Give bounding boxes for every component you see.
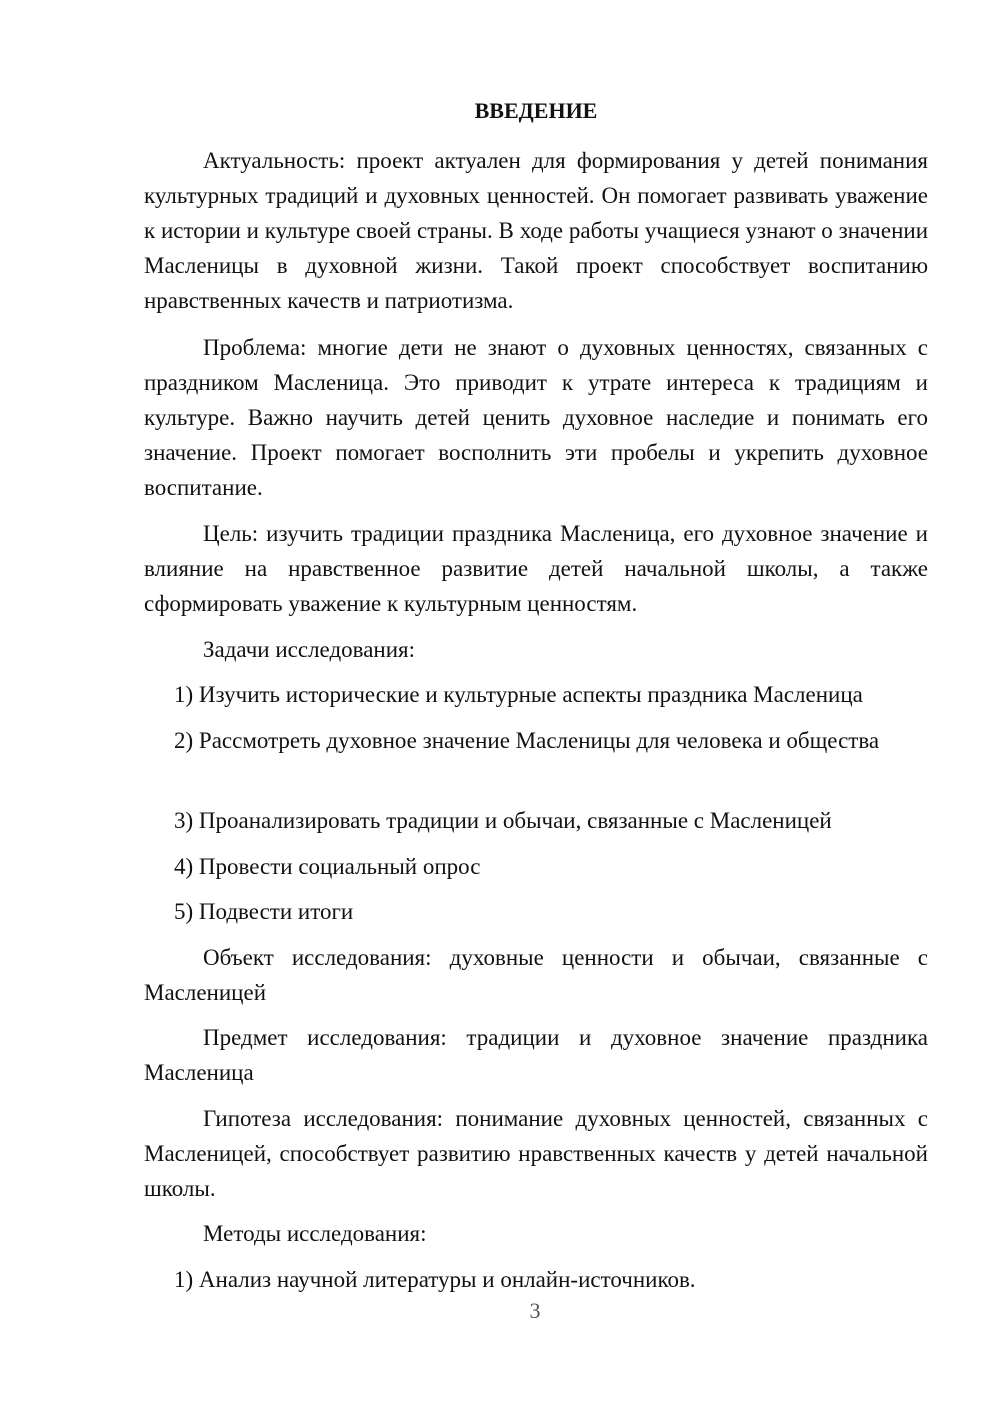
task-item-4: 4) Провести социальный опрос (174, 854, 481, 879)
task-item-1: 1) Изучить исторические и культурные аспекты праздника Масленица (174, 682, 863, 707)
object-paragraph-block (144, 940, 928, 1010)
task-item-5-block (144, 894, 928, 929)
problem-paragraph-block (144, 330, 928, 505)
page-number: 3 (529, 1298, 541, 1323)
subject-paragraph: Предмет исследования: традиции и духовное значение праздника Масленица (144, 1025, 928, 1085)
object-paragraph: Объект исследования: духовные ценности и обычаи, связанные с Масленицей (144, 945, 928, 1005)
hypothesis-paragraph: Гипотеза исследования: понимание духовных ценностей, связанных с Масленицей, способствует развитию нравственных качеств у детей начальной школы. (144, 1106, 928, 1201)
task-item-3: 3) Проанализировать традиции и обычаи, связанные с Масленицей (174, 808, 832, 833)
hypothesis-paragraph-block (144, 1101, 928, 1206)
section-title: ВВЕДЕНИЕ (474, 98, 598, 123)
task-item-3-block (144, 803, 928, 838)
relevance-paragraph: Актуальность: проект актуален для формирования у детей понимания культурных традиций и духовных ценностей. Он помогает развивать уважение к истории и культуре своей страны. В ходе работы учащиеся узнают о значении Масленицы в духовной жизни. Такой проект способствует воспитанию нравственных качеств и патриотизма. (144, 148, 928, 313)
methods-heading: Методы исследования: (203, 1221, 427, 1246)
task-item-2-block (144, 723, 928, 758)
problem-paragraph: Проблема: многие дети не знают о духовных ценностях, связанных с праздником Масленица. Это приводит к утрате интереса к традициям и культуре. Важно научить детей ценить духовное наследие и понимать его значение. Проект помогает восполнить эти пробелы и укрепить духовное воспитание. (144, 335, 928, 500)
tasks-heading: Задачи исследования: (203, 637, 416, 662)
task-item-1-block (144, 677, 928, 712)
tasks-heading-block (144, 632, 928, 667)
method-item-1: 1) Анализ научной литературы и онлайн-источников. (174, 1267, 696, 1292)
goal-paragraph: Цель: изучить традиции праздника Масленица, его духовное значение и влияние на нравственное развитие детей начальной школы, а также сформировать уважение к культурным ценностям. (144, 521, 928, 616)
relevance-paragraph-block (144, 143, 928, 318)
task-item-5: 5) Подвести итоги (174, 899, 354, 924)
methods-heading-block (144, 1216, 928, 1251)
task-item-4-block (144, 849, 928, 884)
task-item-2: 2) Рассмотреть духовное значение Масленицы для человека и общества (174, 728, 880, 753)
goal-paragraph-block (144, 516, 928, 621)
method-item-1-block (144, 1262, 928, 1297)
subject-paragraph-block (144, 1020, 928, 1090)
